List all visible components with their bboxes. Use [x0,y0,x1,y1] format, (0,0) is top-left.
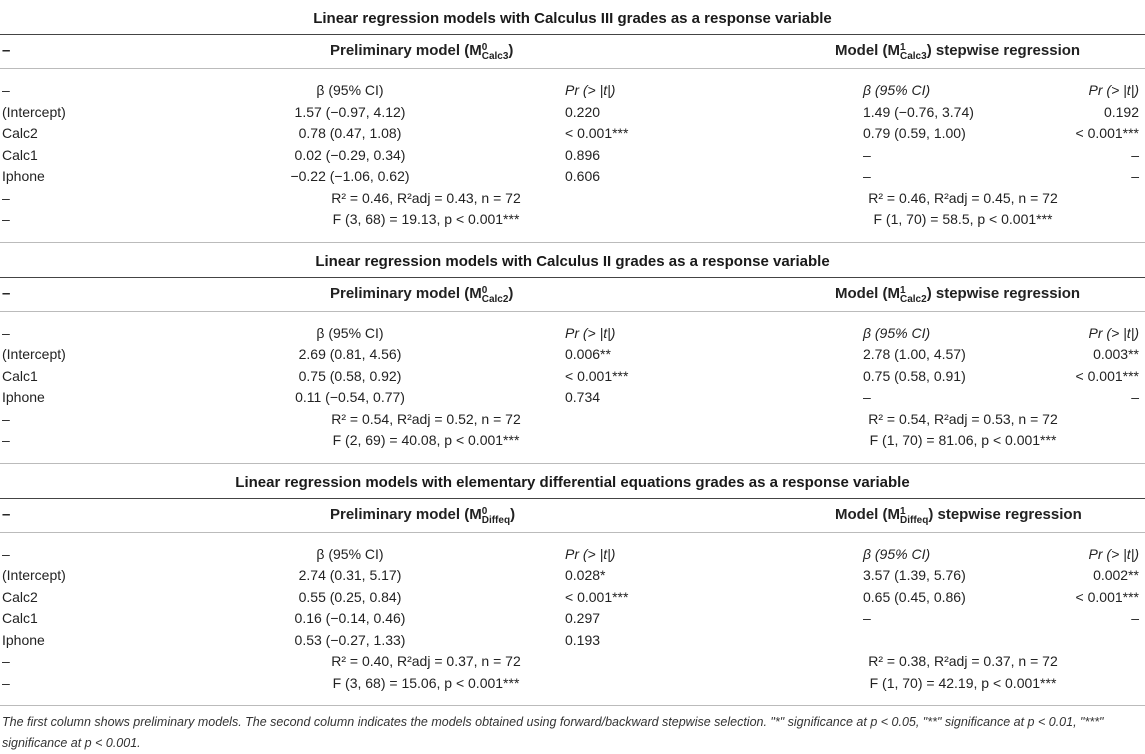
preliminary-estimate: 1.57 (−0.97, 4.12) [294,103,406,120]
preliminary-estimate: 0.02 (−0.29, 0.34) [294,146,406,163]
beta-header: β (95% CI) [863,324,931,341]
model1-sup: 0 [481,505,488,517]
preliminary-fit: R² = 0.46, R²adj = 0.43, n = 72 [331,189,521,206]
table-footnote: The first column shows preliminary models. The second column indicates the models obtained using forward/backward stepwise selection. "*" significance at p < 0.05, "**" significance at p < 0.01, "***" significance at p < 0.001. [2,715,1104,750]
model2-sup: 1 [900,284,906,296]
stepwise-estimate: 2.78 (1.00, 4.57) [863,346,966,362]
stepwise-model-heading [835,42,1080,61]
table-row [0,587,1145,609]
preliminary-p-value: < 0.001*** [565,125,629,141]
model-header [0,499,1145,532]
stepwise-p-value: – [1131,610,1139,626]
model2-end: ) stepwise regression [928,505,1082,523]
model1-sub: Calc3 [481,51,509,62]
fit-label: – [2,211,10,227]
model2-sup: 1 [900,42,906,53]
model2-sup: 1 [900,505,906,517]
preliminary-estimate: 0.75 (0.58, 0.92) [298,367,402,384]
fit-label: – [2,410,10,427]
predictor-name: (Intercept) [2,103,66,120]
stepwise-estimate: – [863,146,871,163]
predictor-name: Calc2 [2,588,38,605]
stepwise-fit: R² = 0.46, R²adj = 0.45, n = 72 [868,189,1058,206]
preliminary-fit: R² = 0.54, R²adj = 0.52, n = 72 [331,410,521,427]
table-row [0,166,1145,188]
table-row [0,123,1145,145]
model2-label: Model (M [835,42,900,59]
pr-header: Pr (> |t|) [565,545,616,562]
preliminary-estimate: 2.74 (0.31, 5.17) [298,567,402,583]
model1-sub: Diffeq [481,514,511,526]
model1-sup: 0 [481,42,488,53]
preliminary-estimate: 2.69 (0.81, 4.56) [298,346,402,362]
preliminary-estimate: 0.78 (0.47, 1.08) [298,125,402,141]
predictor-name: Calc2 [2,125,38,141]
model1-label: Preliminary model (M [330,284,482,302]
table-row [0,366,1145,388]
fit-label: – [2,432,10,448]
section-title: Linear regression models with Calculus II grades as a response variable [315,252,830,270]
spacer [0,694,1145,705]
predictor-name: Iphone [2,631,45,648]
beta-header: β (95% CI) [863,82,931,98]
row-label: – [2,545,10,562]
model2-sub: Calc3 [900,51,927,62]
model-fit-row [0,673,1145,695]
stepwise-estimate: – [863,168,871,184]
preliminary-model-heading [330,285,513,304]
stepwise-p-value: < 0.001*** [1075,588,1139,605]
stepwise-estimate: 3.57 (1.39, 5.76) [863,567,966,583]
table-row [0,145,1145,167]
model1-sub: Calc2 [481,293,509,305]
fit-label: – [2,189,10,206]
stepwise-p-value: 0.192 [1103,103,1139,120]
model1-end: ) [508,42,514,59]
preliminary-estimate: −0.22 (−1.06, 0.62) [290,168,410,184]
column-header-row [0,544,1145,566]
beta-header-text: β (95% CI) [316,82,384,98]
preliminary-p-value: 0.606 [565,168,601,184]
table-row [0,102,1145,124]
fit-label: – [2,653,10,669]
stepwise-estimate: 0.65 (0.45, 0.86) [863,588,966,605]
preliminary-estimate: 0.55 (0.25, 0.84) [298,588,402,605]
preliminary-p-value: 0.220 [565,103,601,120]
model-header [0,278,1145,311]
model2-label: Model (M [835,505,900,523]
stepwise-model-heading [835,285,1080,304]
model2-sub: Calc2 [900,293,927,305]
preliminary-estimate: 0.16 (−0.14, 0.46) [294,610,406,626]
column-header-row [0,323,1145,345]
spacer [0,312,1145,323]
model-fit-row [0,188,1145,210]
pr-header: Pr (> |t|) [1088,545,1139,562]
model-fit-row [0,430,1145,452]
model2-sub: Diffeq [900,514,929,526]
preliminary-estimate: 0.53 (−0.27, 1.33) [294,631,406,648]
predictor-name: (Intercept) [2,567,66,583]
stepwise-estimate: 0.75 (0.58, 0.91) [863,367,966,384]
spacer [0,452,1145,463]
stepwise-estimate: – [863,610,871,626]
stepwise-fit: F (1, 70) = 42.19, p < 0.001*** [869,674,1057,691]
preliminary-fit: R² = 0.40, R²adj = 0.37, n = 72 [331,653,521,669]
stepwise-fit: R² = 0.54, R²adj = 0.53, n = 72 [868,410,1058,427]
pr-header: Pr (> |t|) [565,324,616,341]
table-row [0,630,1145,652]
model1-label: Preliminary model (M [330,505,482,523]
pr-header: Pr (> |t|) [1088,324,1139,341]
table-row [0,608,1145,630]
preliminary-fit: F (2, 69) = 40.08, p < 0.001*** [332,432,520,448]
stepwise-fit: R² = 0.38, R²adj = 0.37, n = 72 [868,653,1058,669]
predictor-name: Iphone [2,168,45,184]
model-fit-row [0,209,1145,231]
section-title: Linear regression models with elementary differential equations grades as a response variable [235,473,910,491]
header-dash: – [2,284,11,302]
preliminary-p-value: < 0.001*** [565,588,629,605]
stepwise-p-value: – [1131,146,1139,163]
table-row [0,565,1145,587]
model1-end: ) [510,505,516,523]
stepwise-p-value: 0.002** [1093,567,1139,583]
model2-end: ) stepwise regression [926,284,1081,302]
preliminary-p-value: 0.006** [565,346,611,362]
stepwise-estimate: 0.79 (0.59, 1.00) [863,125,966,141]
preliminary-p-value: 0.896 [565,146,601,163]
model-header [0,35,1145,68]
beta-header: β (95% CI) [863,545,931,562]
model1-end: ) [508,284,514,302]
spacer [0,231,1145,242]
model1-sup: 0 [481,284,488,296]
fit-label: – [2,674,10,691]
preliminary-p-value: 0.193 [565,631,601,648]
row-label: – [2,324,10,341]
beta-header-text: β (95% CI) [316,545,384,562]
predictor-name: (Intercept) [2,346,66,362]
preliminary-p-value: < 0.001*** [565,367,629,384]
stepwise-p-value: – [1131,389,1139,405]
spacer [0,69,1145,80]
model-fit-row [0,409,1145,431]
row-label: – [2,82,10,98]
model2-label: Model (M [835,284,900,302]
preliminary-fit: F (3, 68) = 19.13, p < 0.001*** [332,211,520,227]
column-header-row [0,80,1145,102]
stepwise-p-value: < 0.001*** [1075,367,1139,384]
stepwise-estimate: – [863,389,871,405]
pr-header: Pr (> |t|) [565,82,616,98]
table-row [0,387,1145,409]
stepwise-fit: F (1, 70) = 58.5, p < 0.001*** [873,211,1053,227]
predictor-name: Iphone [2,389,45,405]
header-dash: – [2,505,11,523]
preliminary-p-value: 0.734 [565,389,601,405]
preliminary-model-heading [330,42,513,61]
stepwise-p-value: 0.003** [1093,346,1139,362]
stepwise-fit: F (1, 70) = 81.06, p < 0.001*** [869,432,1057,448]
table-bottom-rule [0,705,1145,706]
section-title: Linear regression models with Calculus III grades as a response variable [313,10,832,27]
preliminary-model-heading [330,506,515,525]
stepwise-estimate: 1.49 (−0.76, 3.74) [863,103,974,120]
preliminary-p-value: 0.297 [565,610,601,626]
model2-end: ) stepwise regression [926,42,1081,59]
table-row [0,344,1145,366]
predictor-name: Calc1 [2,610,38,626]
stepwise-p-value: < 0.001*** [1075,125,1139,141]
beta-header-text: β (95% CI) [316,324,384,341]
spacer [0,533,1145,544]
header-dash: – [2,42,11,59]
pr-header: Pr (> |t|) [1088,82,1139,98]
preliminary-fit: F (3, 68) = 15.06, p < 0.001*** [332,674,520,691]
predictor-name: Calc1 [2,367,38,384]
preliminary-estimate: 0.11 (−0.54, 0.77) [295,389,405,405]
stepwise-p-value: – [1131,168,1139,184]
model-fit-row [0,651,1145,673]
preliminary-p-value: 0.028* [565,567,606,583]
stepwise-model-heading [835,506,1082,525]
predictor-name: Calc1 [2,146,38,163]
model1-label: Preliminary model (M [330,42,482,59]
